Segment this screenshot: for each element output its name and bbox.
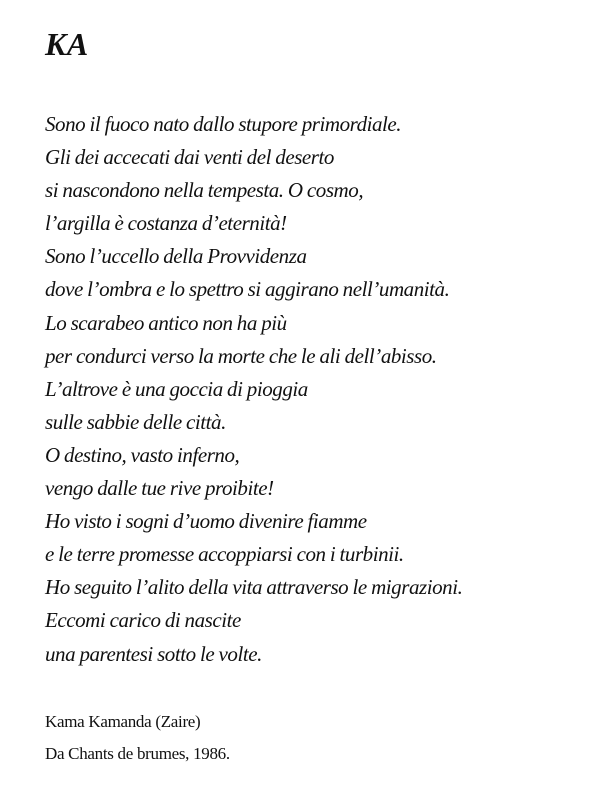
poem-line: Ho seguito l’alito della vita attraverso le migrazioni. bbox=[45, 575, 463, 600]
source-line: Da Chants de brumes, 1986. bbox=[45, 744, 230, 763]
attribution bbox=[45, 706, 230, 770]
poem-title: KA bbox=[45, 26, 89, 62]
poem-line: si nascondono nella tempesta. O cosmo, bbox=[45, 178, 364, 203]
poem-line: Sono il fuoco nato dallo stupore primordiale. bbox=[45, 112, 402, 136]
poem-line: Sono l’uccello della Provvidenza bbox=[45, 244, 307, 269]
poem-line: Eccomi carico di nascite bbox=[45, 608, 241, 633]
poem-line: l’argilla è costanza d’eternità! bbox=[45, 211, 287, 236]
poem-line: O destino, vasto inferno, bbox=[45, 442, 240, 467]
poem-line: Gli dei accecati dai venti del deserto bbox=[45, 145, 334, 170]
poem-line: Lo scarabeo antico non ha più bbox=[45, 310, 287, 335]
poem-line: vengo dalle tue rive proibite! bbox=[45, 476, 274, 501]
poem-line: Ho visto i sogni d’uomo divenire fiamme bbox=[45, 509, 367, 534]
poem-line: una parentesi sotto le volte. bbox=[45, 641, 262, 666]
author-line: Kama Kamanda (Zaire) bbox=[45, 712, 201, 731]
poem-body bbox=[45, 108, 590, 671]
poem-line: e le terre promesse accoppiarsi con i turbinii. bbox=[45, 542, 404, 567]
poem-line: sulle sabbie delle città. bbox=[45, 409, 226, 434]
poem-line: dove l’ombra e lo spettro si aggirano nell’umanità. bbox=[45, 277, 450, 302]
poem-line: L’altrove è una goccia di pioggia bbox=[45, 376, 308, 401]
poem-line: per condurci verso la morte che le ali dell’abisso. bbox=[45, 343, 437, 368]
